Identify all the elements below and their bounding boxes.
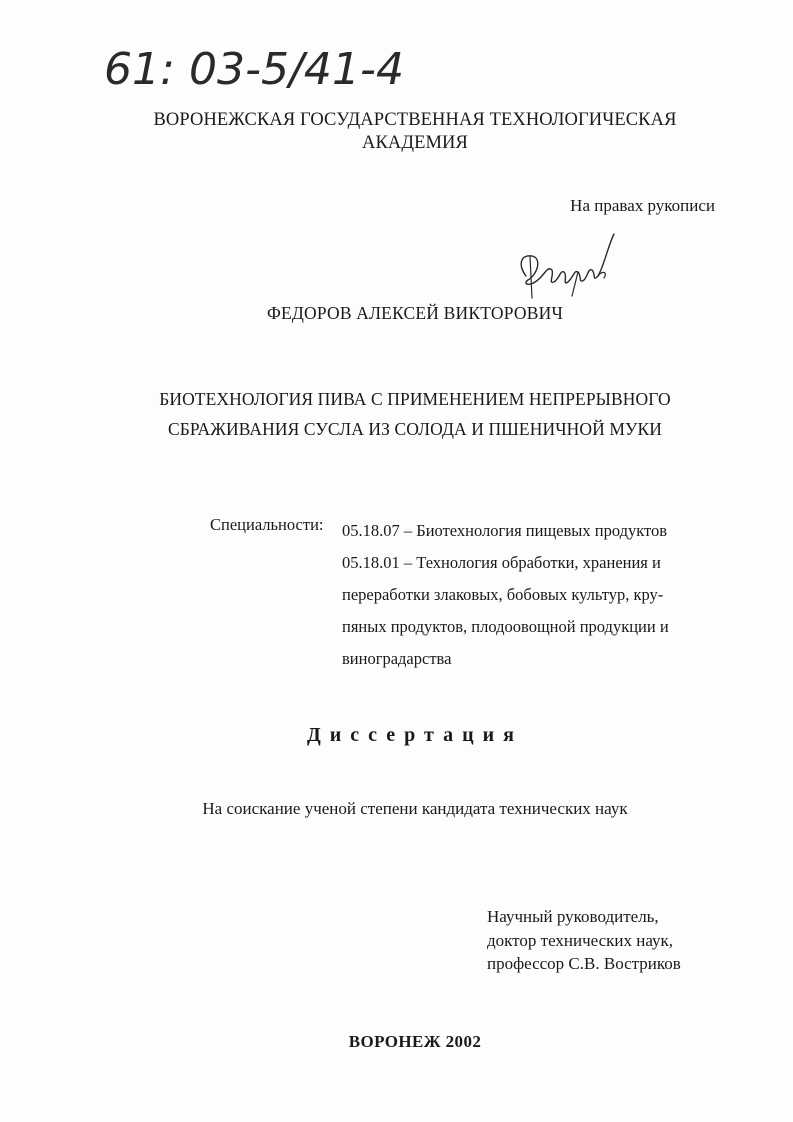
supervisor-line-2: доктор технических наук, [487, 930, 674, 950]
handwritten-archive-code [100, 34, 420, 104]
city-year: ВОРОНЕЖ 2002 [348, 1032, 482, 1051]
specialty-line: переработки злаковых, бобовых культур, кру- [342, 585, 664, 604]
signature-drawing [508, 226, 623, 304]
supervisor-block [487, 905, 747, 976]
manuscript-rights-note: На правах рукописи [570, 196, 715, 215]
thesis-title [110, 384, 720, 444]
document-type-heading: Диссертация [307, 724, 523, 746]
specialties-label: Специальности: [210, 515, 324, 534]
supervisor-line-3: профессор С.В. Востриков [487, 954, 681, 973]
handwritten-code-drawing [100, 34, 420, 104]
institution-name [100, 109, 730, 155]
thesis-title-line-1: БИОТЕХНОЛОГИЯ ПИВА С ПРИМЕНЕНИЕМ НЕПРЕРЫВНОГО [159, 389, 671, 409]
author-signature [508, 226, 623, 304]
specialty-line: виноградарства [342, 649, 452, 668]
handwritten-code-text: 61: 03-5/41-4 [104, 44, 404, 95]
specialty-line: пяных продуктов, плодоовощной продукции и [342, 617, 669, 636]
specialty-line: 05.18.07 – Биотехнология пищевых продуктов [342, 521, 668, 540]
specialties-list [342, 515, 722, 675]
institution-line-2: АКАДЕМИЯ [362, 133, 468, 153]
thesis-title-line-2: СБРАЖИВАНИЯ СУСЛА ИЗ СОЛОДА И ПШЕНИЧНОЙ МУКИ [167, 419, 663, 439]
institution-line-1: ВОРОНЕЖСКАЯ ГОСУДАРСТВЕННАЯ ТЕХНОЛОГИЧЕСКАЯ [153, 110, 677, 130]
supervisor-line-1: Научный руководитель, [487, 907, 659, 926]
author-name: ФЕДОРОВ АЛЕКСЕЙ ВИКТОРОВИЧ [266, 303, 564, 323]
specialty-line: 05.18.01 – Технология обработки, хранения и [342, 553, 661, 572]
degree-statement: На соискание ученой степени кандидата технических наук [202, 799, 628, 818]
